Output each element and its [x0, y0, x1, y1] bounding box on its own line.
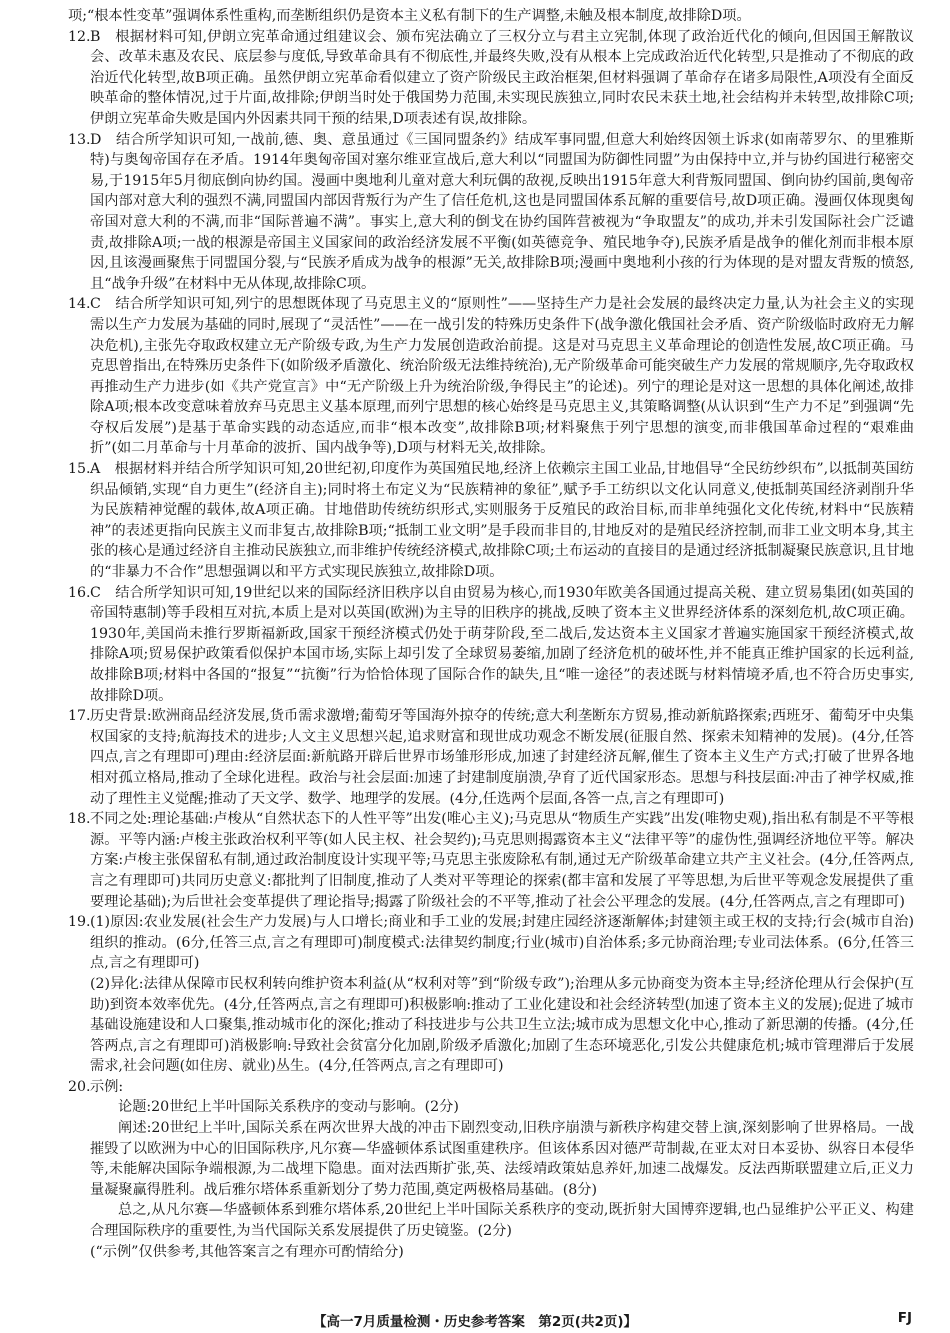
answer-20-body	[90, 1097, 914, 1262]
answer-text: A 根据材料并结合所学知识可知,20世纪初,印度作为英国殖民地,经济上依赖宗主国工业品,甘地倡导“全民纺纱织布”,以抵制英国纺织品倾销,实现“自力更生”(经济自主);同时将土布定义为“民族精神的象征”,赋予手工纺织以文化认同意义,使抵制英国经济剥削升华为民族精神觉醒的载体,故A项正确。甘地借助传统纺织形式,实则服务于反殖民的政治目标,而非单纯强化文化传统,材料中“民族精神”的表述更指向民族主义而非复古,故排除B项;“抵制工业文明”是手段而非目的,甘地反对的是殖民经济控制,而非工业文明本身,其主张的核心是通过经济自主推动民族独立,而非维护传统经济模式,故排除C项;土布运动的直接目的是通过经济抵制凝聚民族意识,且甘地的“非暴力不合作”思想强调以和平方式实现民族独立,故排除D项。	[90, 461, 914, 581]
question-number: 19.	[68, 914, 91, 931]
answer-15	[68, 459, 914, 583]
answer-12	[68, 27, 914, 130]
footer-title: 【高一7月质量检测・历史参考答案 第2页(共2页)】	[312, 1314, 638, 1330]
answer-text: B 根据材料可知,伊朗立宪革命通过组建议会、颁布宪法确立了三权分立与君主立宪制,体现了政治近代化的倾向,但因国王解散议会、改革未惠及农民、底层参与度低,导致革命具有不彻底性,并最终失败,没有从根本上完成政治近代化转型,只是推动了不彻底的政治近代化转型,故B项正确。虽然伊朗立宪革命看似建立了资产阶级民主政治框架,但材料强调了革命存在诸多局限性,A项没有全面反映革命的整体情况,过于片面,故排除;伊朗当时处于俄国势力范围,未实现民族独立,同时农民未获土地,社会结构并未转型,故排除C项;伊朗立宪革命失败是国内外因素共同干预的结果,D项表述有误,故排除。	[90, 28, 914, 127]
question-number: 20.	[68, 1078, 91, 1095]
question-number: 13.	[68, 131, 91, 148]
answer-part-1: (1)原因:农业发展(社会生产力发展)与人口增长;商业和手工业的发展;封建庄园经济逐渐解体;封建领主或王权的支持;行会(城市自治)组织的推动。(6分,任答三点,言之有理即可)制度模式:法律契约制度;行业(城市)自治体系;多元协商治理;专业司法体系。(6分,任答三点,言之有理即可)	[90, 914, 914, 972]
question-number: 17.	[68, 708, 91, 725]
answer-18	[68, 809, 914, 912]
argument: 阐述:20世纪上半叶,国际关系在两次世界大战的冲击下剧烈变动,旧秩序崩溃与新秩序构建交替上演,深刻影响了世界格局。一战摧毁了以欧洲为中心的旧国际秩序,凡尔赛—华盛顿体系试图重建秩序。但该体系因对德严苛制裁,在亚太对日本妥协、纵容日本侵华等,未能解决国际争端根源,为二战埋下隐患。面对法西斯扩张,英、法绥靖政策姑息养奸,加速二战爆发。反法西斯联盟建立后,正义力量凝聚赢得胜利。战后雅尔塔体系重新划分了势力范围,奠定两极格局基础。(8分)	[90, 1120, 914, 1198]
answer-14	[68, 294, 914, 459]
answer-text: D 结合所学知识可知,一战前,德、奥、意虽通过《三国同盟条约》结成军事同盟,但意大利始终因领土诉求(如南蒂罗尔、的里雅斯特)与奥匈帝国存在矛盾。1914年奥匈帝国对塞尔维亚宣战后,意大利以“同盟国为防御性同盟”为由保持中立,并与协约国进行秘密交易,于1915年5月彻底倒向协约国。漫画中奥地利儿童对意大利玩偶的敌视,反映出1915年意大利背叛同盟国、倒向协约国前,奥匈帝国内部对意大利的强烈不满,同盟国内部因背叛行为产生了信任危机,这也是同盟国体系瓦解的重要信号,故D项正确。漫画仅体现奥匈帝国对意大利的不满,而非“国际普遍不满”。事实上,意大利的倒戈在协约国阵营被视为“争取盟友”的成功,并未引发国际社会广泛谴责,故排除A项;一战的根源是帝国主义国家间的政治经济发展不平衡(如英德竞争、殖民地争夺),民族矛盾是战争的催化剂而非根本原因,且该漫画聚焦于同盟国分裂,与“民族矛盾成为战争的根源”无关,故排除B项;漫画中奥地利小孩的行为体现的是对盟友背叛的愤怒,且“战争升级”在材料中无从体现,故排除C项。	[90, 131, 914, 292]
answer-19	[68, 912, 914, 1077]
example-label: 示例:	[90, 1078, 124, 1095]
answer-text: C 结合所学知识可知,19世纪以来的国际经济旧秩序以自由贸易为核心,而1930年欧美各国通过提高关税、建立贸易集团(如英国的帝国特惠制)等手段相互对抗,本质上是对以英国(欧洲)为主导的旧秩序的挑战,反映了资本主义世界经济体系的深刻危机,故C项正确。1930年,美国尚未推行罗斯福新政,国家干预经济模式仍处于萌芽阶段,至二战后,发达资本主义国家才普遍实施国家干预经济模式,故排除A项;贸易保护政策看似保护本国市场,实际上却引发了全球贸易萎缩,加剧了经济危机的破坏性,并不能真正维护国家的长远利益,故排除B项;材料中各国的“报复”“抗衡”行为恰恰体现了国际合作的缺失,且“唯一途径”的表述既与材料情境矛盾,也不符合历史事实,故排除D项。	[90, 584, 914, 704]
question-number: 18.	[68, 811, 91, 828]
answer-page	[68, 6, 914, 1262]
page-footer	[0, 1310, 950, 1328]
question-number: 15.	[68, 461, 91, 478]
answer-text: 历史背景:欧洲商品经济发展,货币需求激增;葡萄牙等国海外掠夺的传统;意大利垄断东方贸易,推动新航路探索;西班牙、葡萄牙中央集权国家的支持;航海技术的进步;人文主义思想兴起,追求财富和现世成功观念不断发展(征服自然、探索未知精神的发展)。(4分,任答四点,言之有理即可)理由:经济层面:新航路开辟后世界市场雏形形成,加速了封建经济瓦解,催生了资本主义生产方式;打破了世界各地相对孤立格局,推动了全球化进程。政治与社会层面:加速了封建制度崩溃,孕育了近代国家形态。思想与科技层面:冲击了神学权威,推动了理性主义觉醒;推动了天文学、数学、地理学的发展。(4分,任选两个层面,各答一点,言之有理即可)	[90, 708, 914, 807]
answer-20	[68, 1077, 914, 1098]
answer-16	[68, 583, 914, 707]
thesis: 论题:20世纪上半叶国际关系秩序的变动与影响。(2分)	[118, 1099, 459, 1116]
intro-continuation: 项;“根本性变革”强调体系性重构,而垄断组织仍是资本主义私有制下的生产调整,未触及根本制度,故排除D项。	[68, 8, 751, 24]
footer-region-code: FJ	[897, 1310, 912, 1326]
question-number: 16.	[68, 584, 91, 601]
scoring-note: (“示例”仅供参考,其他答案言之有理亦可酌情给分)	[90, 1243, 404, 1260]
answer-text: C 结合所学知识可知,列宁的思想既体现了马克思主义的“原则性”——坚持生产力是社会发展的最终决定力量,认为社会主义的实现需以生产力发展为基础的同时,展现了“灵活性”——在一战引发的特殊历史条件下(战争激化俄国社会矛盾、资产阶级临时政府无力解决危机),主张先夺取政权建立无产阶级专政,为生产力发展创造政治前提。这是对马克思主义革命理论的创造性发展,故C项正确。马克思曾指出,在特殊历史条件下(如阶级矛盾激化、统治阶级无法维持统治),无产阶级革命可能突破生产力发展的常规顺序,先夺取政权再推动生产力进步(如《共产党宣言》中“无产阶级上升为统治阶级,争得民主”的论述)。列宁的理论是对这一思想的具体化阐述,故排除A项;根本改变意味着放弃马克思主义基本原理,而列宁思想的核心始终是马克思主义,其策略调整(从认识到“生产力不足”到强调“先夺权后发展”)是基于革命实践的动态适应,而非“根本改变”,故排除B项;材料聚焦于列宁思想的演变,而非俄国革命过程的“艰难曲折”(如二月革命与十月革命的波折、国内战争等),D项与材料无关,故排除。	[90, 296, 914, 457]
question-number: 12.	[68, 28, 91, 45]
answer-text: 不同之处:理论基础:卢梭从“自然状态下的人性平等”出发(唯心主义);马克思从“物质生产实践”出发(唯物史观),指出私有制是不平等根源。平等内涵:卢梭主张政治权利平等(如人民主权、社会契约);马克思则揭露资本主义“法律平等”的虚伪性,强调经济地位平等。解决方案:卢梭主张保留私有制,通过政治制度设计实现平等;马克思主张废除私有制,通过无产阶级革命建立共产主义社会。(4分,任答两点,言之有理即可)共同历史意义:都批判了旧制度,推动了人类对平等理论的探索(都丰富和发展了平等思想,为后世平等观念发展提供了重要理论基础);为后世社会变革提供了理论指导;揭露了阶级社会的不平等,推动了社会公平理念的发展。(4分,任答两点,言之有理即可)	[90, 811, 914, 910]
answer-17	[68, 706, 914, 809]
question-number: 14.	[68, 296, 91, 313]
answer-13	[68, 130, 914, 295]
answer-part-2: (2)异化:法律从保障市民权利转向维护资本利益(从“权利对等”到“阶级专政”);治理从多元协商变为资本主导;经济伦理从行会保护(互助)到资本效率优先。(4分,任答两点,言之有理即可)积极影响:推动了工业化建设和社会经济转型(加速了资本主义的发展);促进了城市基础设施建设和人口聚集,推动城市化的深化;推动了科技进步与公共卫生立法;城市成为思想文化中心,推动了新思潮的传播。(4分,任答两点,言之有理即可)消极影响:导致社会贫富分化加剧,阶级矛盾激化;加剧了生态环境恶化,引发公共健康危机;城市管理滞后于发展需求,社会问题(如住房、就业)丛生。(4分,任答两点,言之有理即可)	[90, 975, 914, 1075]
conclusion: 总之,从凡尔赛—华盛顿体系到雅尔塔体系,20世纪上半叶国际关系秩序的变动,既折射大国博弈逻辑,也凸显维护公平正义、构建合理国际秩序的重要性,为当代国际关系发展提供了历史镜鉴。(2分)	[90, 1202, 914, 1240]
